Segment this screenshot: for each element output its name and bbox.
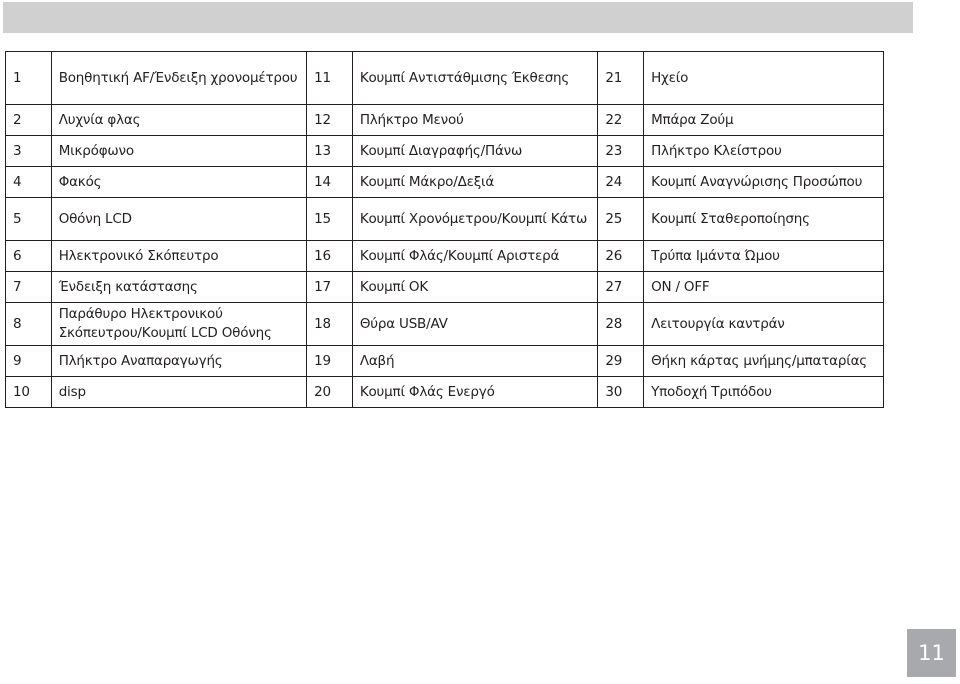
table-row (6, 105, 884, 136)
part-number: 3 (6, 136, 52, 167)
header-bar (3, 2, 913, 33)
part-number: 16 (307, 241, 353, 272)
table-row (6, 272, 884, 303)
part-number: 23 (598, 136, 644, 167)
part-name: Λειτουργία καντράν (644, 303, 884, 346)
part-number: 21 (598, 52, 644, 105)
part-number: 8 (6, 303, 52, 346)
part-name: Κουμπί Φλάς Ενεργό (352, 377, 598, 408)
part-number: 30 (598, 377, 644, 408)
table-row (6, 241, 884, 272)
table-row (6, 198, 884, 241)
part-number: 27 (598, 272, 644, 303)
part-number: 9 (6, 346, 52, 377)
part-name: Παράθυρο Ηλεκτρονικού Σκόπευτρου/Κουμπί LCD Οθόνης (51, 303, 306, 346)
part-name: Κουμπί OK (352, 272, 598, 303)
part-name: Βοηθητική AF/Ένδειξη χρονομέτρου (51, 52, 306, 105)
part-number: 22 (598, 105, 644, 136)
table-row (6, 52, 884, 105)
part-name: Μικρόφωνο (51, 136, 306, 167)
part-number: 28 (598, 303, 644, 346)
part-number: 17 (307, 272, 353, 303)
part-number: 15 (307, 198, 353, 241)
part-number: 1 (6, 52, 52, 105)
part-number: 24 (598, 167, 644, 198)
part-number: 26 (598, 241, 644, 272)
part-number: 6 (6, 241, 52, 272)
part-name: Πλήκτρο Μενού (352, 105, 598, 136)
table-row (6, 346, 884, 377)
table-row (6, 167, 884, 198)
part-number: 18 (307, 303, 353, 346)
part-number: 13 (307, 136, 353, 167)
part-name: Υποδοχή Τριπόδου (644, 377, 884, 408)
parts-table (5, 51, 884, 408)
part-name: Κουμπί Αντιστάθμισης Έκθεσης (352, 52, 598, 105)
part-name: Ένδειξη κατάστασης (51, 272, 306, 303)
part-number: 7 (6, 272, 52, 303)
part-name: Θύρα USB/AV (352, 303, 598, 346)
table-row (6, 136, 884, 167)
part-number: 11 (307, 52, 353, 105)
parts-table-body (6, 52, 884, 408)
part-name: Λαβή (352, 346, 598, 377)
part-name: Θήκη κάρτας μνήμης/μπαταρίας (644, 346, 884, 377)
part-name: Ηχείο (644, 52, 884, 105)
part-name: Πλήκτρο Κλείστρου (644, 136, 884, 167)
part-number: 25 (598, 198, 644, 241)
part-number: 19 (307, 346, 353, 377)
part-name: Πλήκτρο Αναπαραγωγής (51, 346, 306, 377)
part-number: 12 (307, 105, 353, 136)
part-name: Κουμπί Διαγραφής/Πάνω (352, 136, 598, 167)
part-name: Τρύπα Ιμάντα Ώμου (644, 241, 884, 272)
part-name: Κουμπί Μάκρο/Δεξιά (352, 167, 598, 198)
part-number: 14 (307, 167, 353, 198)
part-number: 5 (6, 198, 52, 241)
part-name: Ηλεκτρονικό Σκόπευτρο (51, 241, 306, 272)
part-name: Οθόνη LCD (51, 198, 306, 241)
part-name: Κουμπί Φλάς/Κουμπί Αριστερά (352, 241, 598, 272)
part-name: Λυχνία φλας (51, 105, 306, 136)
part-name: Κουμπί Αναγνώρισης Προσώπου (644, 167, 884, 198)
part-number: 29 (598, 346, 644, 377)
part-name: disp (51, 377, 306, 408)
part-number: 2 (6, 105, 52, 136)
part-name: Κουμπί Χρονόμετρου/Κουμπί Κάτω (352, 198, 598, 241)
table-row (6, 303, 884, 346)
part-name: Φακός (51, 167, 306, 198)
part-name: Μπάρα Ζούμ (644, 105, 884, 136)
part-number: 20 (307, 377, 353, 408)
part-number: 4 (6, 167, 52, 198)
part-number: 10 (6, 377, 52, 408)
page-number-badge: 11 (907, 629, 956, 677)
part-name: Κουμπί Σταθεροποίησης (644, 198, 884, 241)
table-row (6, 377, 884, 408)
part-name: ON / OFF (644, 272, 884, 303)
